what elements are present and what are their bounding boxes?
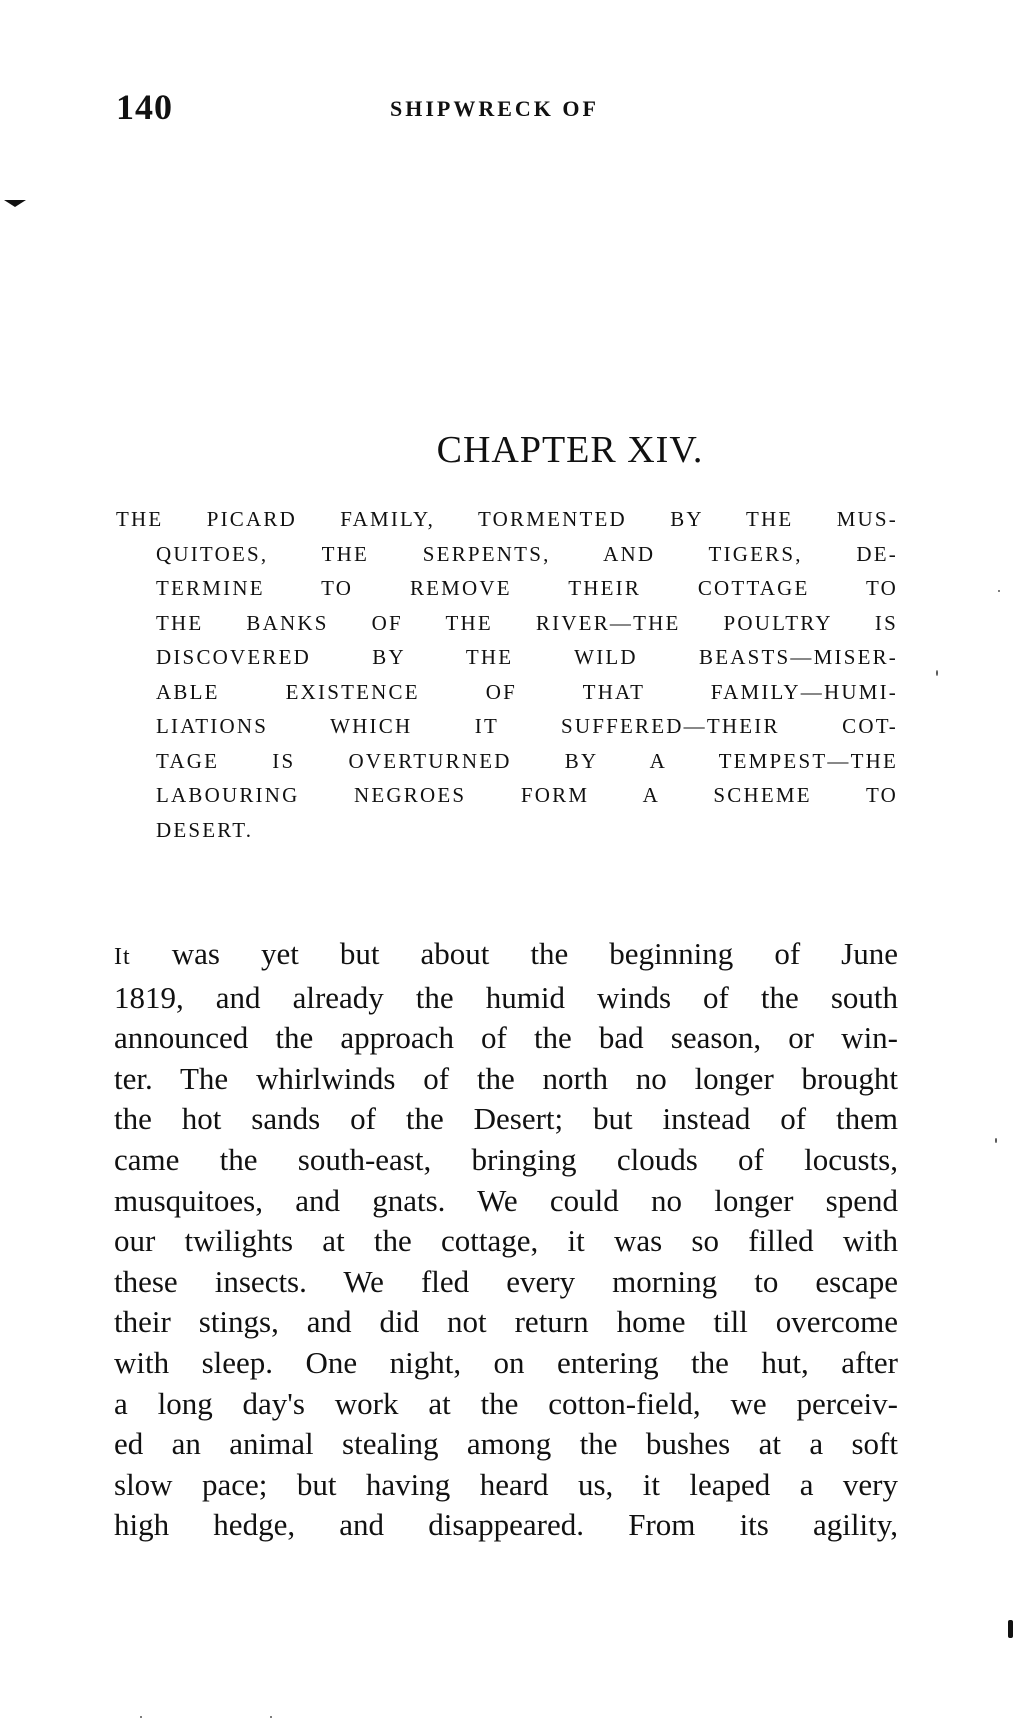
scan-speck — [936, 670, 938, 676]
drop-word: It — [114, 944, 131, 970]
synopsis-line: LABOURING NEGROES FORM A SCHEME TO — [156, 783, 898, 807]
synopsis-line: THE BANKS OF THE RIVER—THE POULTRY IS — [156, 610, 898, 635]
body-line: their stings, and did not return home till overcome — [114, 1304, 898, 1340]
body-line: our twilights at the cottage, it was so filled with — [114, 1223, 898, 1259]
body-line: with sleep. One night, on entering the hut, after — [114, 1344, 898, 1380]
body-line: slow pace; but having heard us, it leaped a very — [114, 1466, 898, 1502]
scan-speck — [270, 1716, 272, 1718]
synopsis-line: TAGE IS OVERTURNED BY A TEMPEST—THE — [156, 748, 898, 773]
body-line: 1819, and already the humid winds of the south — [114, 979, 898, 1015]
body-text — [114, 934, 898, 1546]
body-line: these insects. We fled every morning to escape — [114, 1263, 898, 1299]
scan-speck — [1008, 1620, 1013, 1638]
synopsis-line: DISCOVERED BY THE WILD BEASTS—MISER- — [156, 645, 898, 669]
body-line-first — [114, 934, 898, 978]
scan-speck — [995, 1138, 997, 1143]
margin-mark-icon — [4, 200, 26, 207]
body-line: came the south-east, bringing clouds of locusts, — [114, 1141, 898, 1177]
body-line: ed an animal stealing among the bushes at a soft — [114, 1426, 898, 1462]
scan-speck — [998, 590, 1000, 592]
scan-speck — [140, 1716, 142, 1718]
running-head: SHIPWRECK OF — [390, 96, 599, 121]
synopsis-line: LIATIONS WHICH IT SUFFERED—THEIR COT- — [156, 714, 898, 738]
synopsis-line: TERMINE TO REMOVE THEIR COTTAGE TO — [156, 576, 898, 600]
body-line: musquitoes, and gnats. We could no longer spend — [114, 1182, 898, 1218]
body-line: announced the approach of the bad season, or win- — [114, 1020, 898, 1056]
chapter-title: CHAPTER XIV. — [436, 429, 704, 471]
body-line: a long day's work at the cotton-field, we perceiv- — [114, 1385, 898, 1421]
synopsis-line: THE PICARD FAMILY, TORMENTED BY THE MUS- — [116, 507, 898, 531]
body-line-rest: was yet but about the beginning of June — [130, 936, 898, 971]
body-line: ter. The whirlwinds of the north no longer brought — [114, 1060, 898, 1096]
page-number: 140 — [116, 87, 173, 127]
chapter-synopsis — [116, 502, 898, 847]
synopsis-line: DESERT. — [156, 817, 254, 842]
synopsis-line: ABLE EXISTENCE OF THAT FAMILY—HUMI- — [156, 679, 898, 704]
body-line: high hedge, and disappeared. From its agility, — [114, 1507, 898, 1543]
body-line: the hot sands of the Desert; but instead of them — [114, 1101, 898, 1137]
synopsis-line: QUITOES, THE SERPENTS, AND TIGERS, DE- — [156, 541, 898, 566]
